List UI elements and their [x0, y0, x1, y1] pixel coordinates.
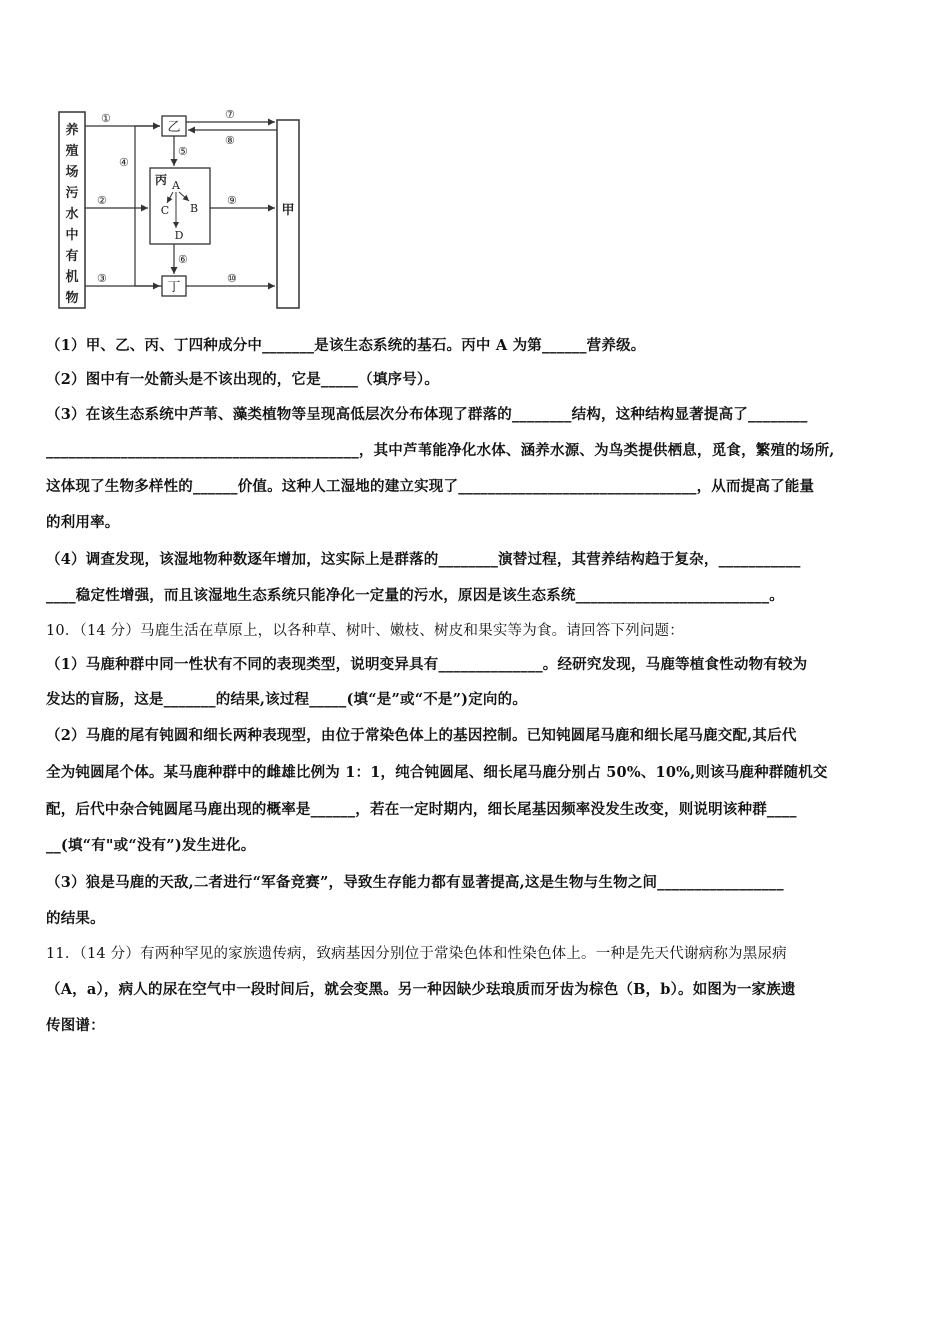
q9-3-line1: （3）在该生态系统中芦苇、藻类植物等呈现高低层次分布体现了群落的________结构，这种结构显著提高了________ — [46, 406, 808, 423]
arrow-label-3: ③ — [97, 272, 107, 285]
q9-2: （2）图中有一处箭头是不该出现的，它是_____（填序号）。 — [46, 371, 440, 388]
q9-4-line2: ____稳定性增强，而且该湿地生态系统只能净化一定量的污水，原因是该生态系统__________________________。 — [46, 587, 784, 604]
q10-1-line2: 发达的盲肠，这是_______的结果,该过程_____(填“是”或“不是”)定向的。 — [46, 691, 528, 708]
q11-stem-line3: 传图谱： — [46, 1017, 105, 1034]
q11-stem-line1: 11．（14 分）有两种罕见的家族遗传病，致病基因分别位于常染色体和性染色体上。一种是先天代谢病称为黑尿病 — [46, 946, 787, 962]
ecosystem-diagram — [55, 108, 315, 318]
svg-text:机: 机 — [65, 270, 79, 285]
svg-text:污: 污 — [65, 186, 79, 201]
arrow-label-2: ② — [97, 194, 107, 207]
svg-text:殖: 殖 — [65, 144, 79, 159]
q9-3-line2: __________________________________________，其中芦苇能净化水体、涵养水源、为鸟类提供栖息，觅食，繁殖的场所, — [46, 442, 835, 459]
node-jia: 甲 — [281, 203, 295, 218]
q10-2-line3: 配，后代中杂合钝圆尾马鹿出现的概率是______，若在一定时期内，细长尾基因频率没发生改变，则说明该种群____ — [46, 801, 797, 818]
q10-stem: 10．（14 分）马鹿生活在草原上，以各种草、树叶、嫩枝、树皮和果实等为食。请回答下列问题： — [46, 623, 684, 639]
q9-1: （1）甲、乙、丙、丁四种成分中_______是该生态系统的基石。丙中 A 为第______营养级。 — [46, 337, 646, 354]
arrow-label-5: ⑤ — [178, 145, 188, 158]
arrow-label-1: ① — [101, 112, 111, 125]
q10-2-line4: __(填“有"或“没有”)发生进化。 — [46, 837, 256, 854]
q10-3-line1: （3）狼是马鹿的天敌,二者进行“军备竞赛”，导致生存能力都有显著提高,这是生物与生物之间_________________ — [46, 874, 784, 891]
node-a: A — [172, 179, 180, 192]
q11-stem-line2: （A，a），病人的尿在空气中一段时间后，就会变黑。另一种因缺少珐琅质而牙齿为棕色（B，b）。如图为一家族遗 — [46, 981, 796, 998]
node-c: C — [160, 204, 170, 217]
arrow-label-7: ⑦ — [225, 108, 235, 121]
svg-text:养: 养 — [65, 123, 79, 138]
node-ding: 丁 — [167, 280, 181, 295]
arrow-label-9: ⑨ — [227, 194, 237, 207]
q9-3-line3: 这体现了生物多样性的______价值。这种人工湿地的建立实现了________________________________，从而提高了能量 — [46, 478, 815, 495]
node-b: B — [189, 202, 199, 215]
arrow-label-6: ⑥ — [178, 253, 188, 266]
sewage-box-label — [65, 122, 78, 306]
svg-text:场: 场 — [65, 165, 79, 180]
svg-text:有: 有 — [65, 249, 79, 264]
node-yi: 乙 — [167, 120, 181, 135]
svg-text:中: 中 — [65, 228, 79, 243]
q10-2-line1: （2）马鹿的尾有钝圆和细长两种表现型，由位于常染色体上的基因控制。已知钝圆尾马鹿和细长尾马鹿交配,其后代 — [46, 727, 797, 744]
arrow-label-10: ⑩ — [227, 272, 237, 285]
q10-1-line1: （1）马鹿种群中同一性状有不同的表现类型，说明变异具有______________。经研究发现，马鹿等植食性动物有较为 — [46, 656, 808, 673]
node-d: D — [174, 229, 184, 242]
q9-3-line4: 的利用率。 — [46, 514, 120, 531]
q10-3-line2: 的结果。 — [46, 910, 105, 927]
node-bing: 丙 — [155, 173, 168, 187]
svg-text:物: 物 — [65, 291, 79, 306]
arrow-label-4: ④ — [119, 156, 129, 169]
svg-text:水: 水 — [65, 207, 79, 222]
q9-4-line1: （4）调查发现，该湿地物种数逐年增加，这实际上是群落的________演替过程，其营养结构趋于复杂，___________ — [46, 551, 801, 568]
arrow-label-8: ⑧ — [225, 134, 235, 147]
q10-2-line2: 全为钝圆尾个体。某马鹿种群中的雌雄比例为 1：1，纯合钝圆尾、细长尾马鹿分别占 50%、10%,则该马鹿种群随机交 — [46, 764, 828, 781]
